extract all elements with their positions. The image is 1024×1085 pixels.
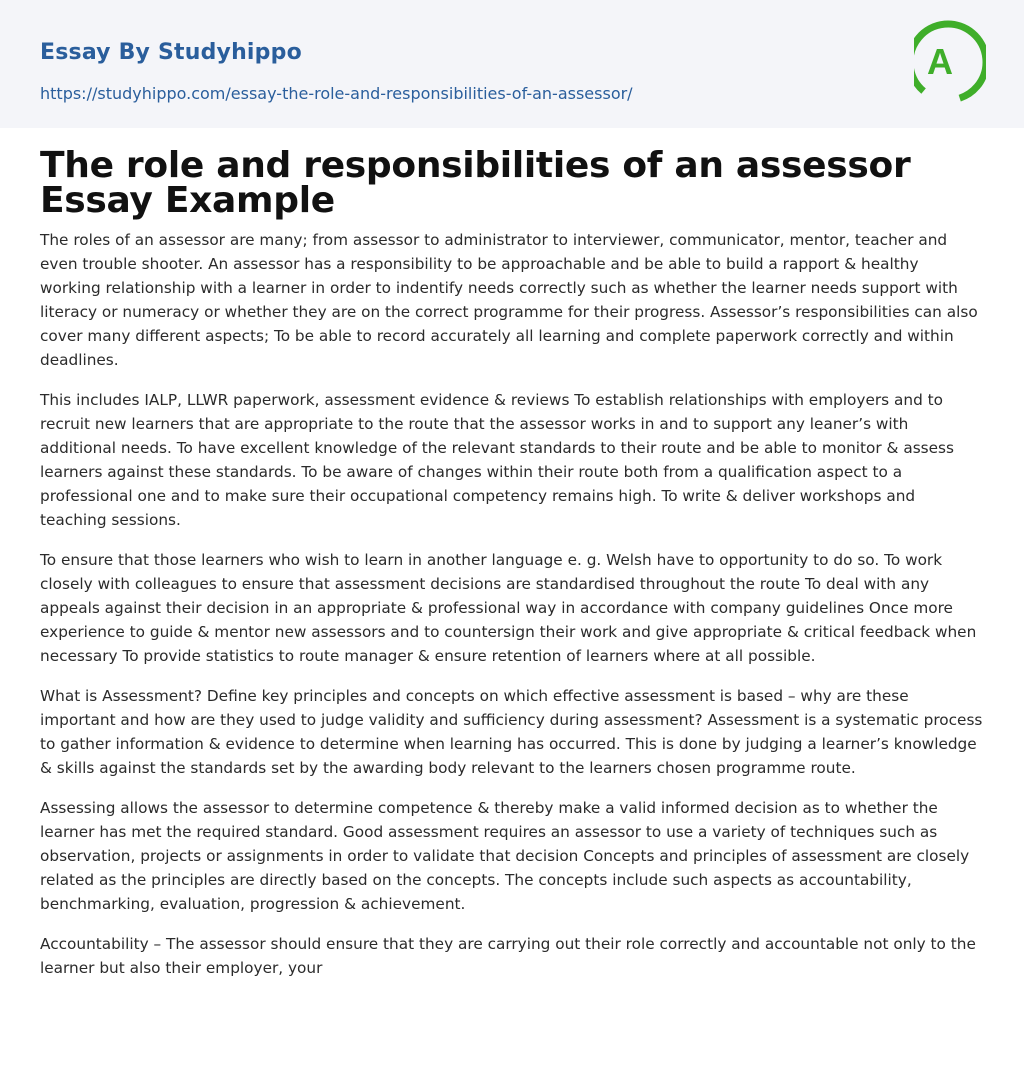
- essay-paragraph-3: To ensure that those learners who wish to learn in another language e. g. Welsh have to opportunity to do so. To work closely with colleagues to ensure that assessment decisions are standardised throughout the route To deal with any appeals against their decision in an appropriate & professional way in accordance with company guidelines Once more experience to guide & mentor new assessors and to countersign their work and give appropriate & critical feedback when necessary To provide statistics to route manager & ensure retention of learners where at all possible.: [40, 551, 977, 665]
- essay-paragraph-5: Assessing allows the assessor to determine competence & thereby make a valid informed decision as to whether the learner has met the required standard. Good assessment requires an assessor to use a variety of techniques such as observation, projects or assignments in order to validate that decision Concepts and principles of assessment are closely related as the principles are directly based on the concepts. The concepts include such aspects as accountability, benchmarking, evaluation, progression & achievement.: [40, 799, 970, 913]
- page-title: The role and responsibilities of an assessor Essay Example: [40, 145, 911, 221]
- logo-letter: A: [927, 41, 953, 82]
- site-brand[interactable]: Essay By Studyhippo: [40, 40, 302, 65]
- studyhippo-logo-icon[interactable]: [914, 20, 986, 106]
- site-header: [0, 0, 1024, 128]
- essay-paragraph-1: The roles of an assessor are many; from assessor to administrator to interviewer, communicator, mentor, teacher and even trouble shooter. An assessor has a responsibility to be approachable and be able to build a rapport & healthy working relationship with a learner in order to indentify needs correctly such as whether the learner needs support with literacy or numeracy or whether they are on the correct programme for their progress. Assessor’s responsibilities can also cover many different aspects; To be able to record accurately all learning and complete paperwork correctly and within deadlines.: [40, 231, 978, 369]
- source-url-link[interactable]: https://studyhippo.com/essay-the-role-and-responsibilities-of-an-assessor/: [40, 84, 633, 103]
- essay-paragraph-2: This includes IALP, LLWR paperwork, assessment evidence & reviews To establish relationships with employers and to recruit new learners that are appropriate to the route that the assessor works in and to support any leaner’s with additional needs. To have excellent knowledge of the relevant standards to their route and be able to monitor & assess learners against these standards. To be aware of changes within their route both from a qualification aspect to a professional one and to make sure their occupational competency remains high. To write & deliver workshops and teaching sessions.: [40, 391, 954, 529]
- essay-paragraph-4: What is Assessment? Define key principles and concepts on which effective assessment is based – why are these important and how are they used to judge validity and sufficiency during assessment? Assessment is a systematic process to gather information & evidence to determine when learning has occurred. This is done by judging a learner’s knowledge & skills against the standards set by the awarding body relevant to the learners chosen programme route.: [40, 687, 983, 777]
- essay-content: [0, 145, 1024, 980]
- essay-paragraph-6: Accountability – The assessor should ensure that they are carrying out their role correctly and accountable not only to the learner but also their employer, your: [40, 935, 976, 977]
